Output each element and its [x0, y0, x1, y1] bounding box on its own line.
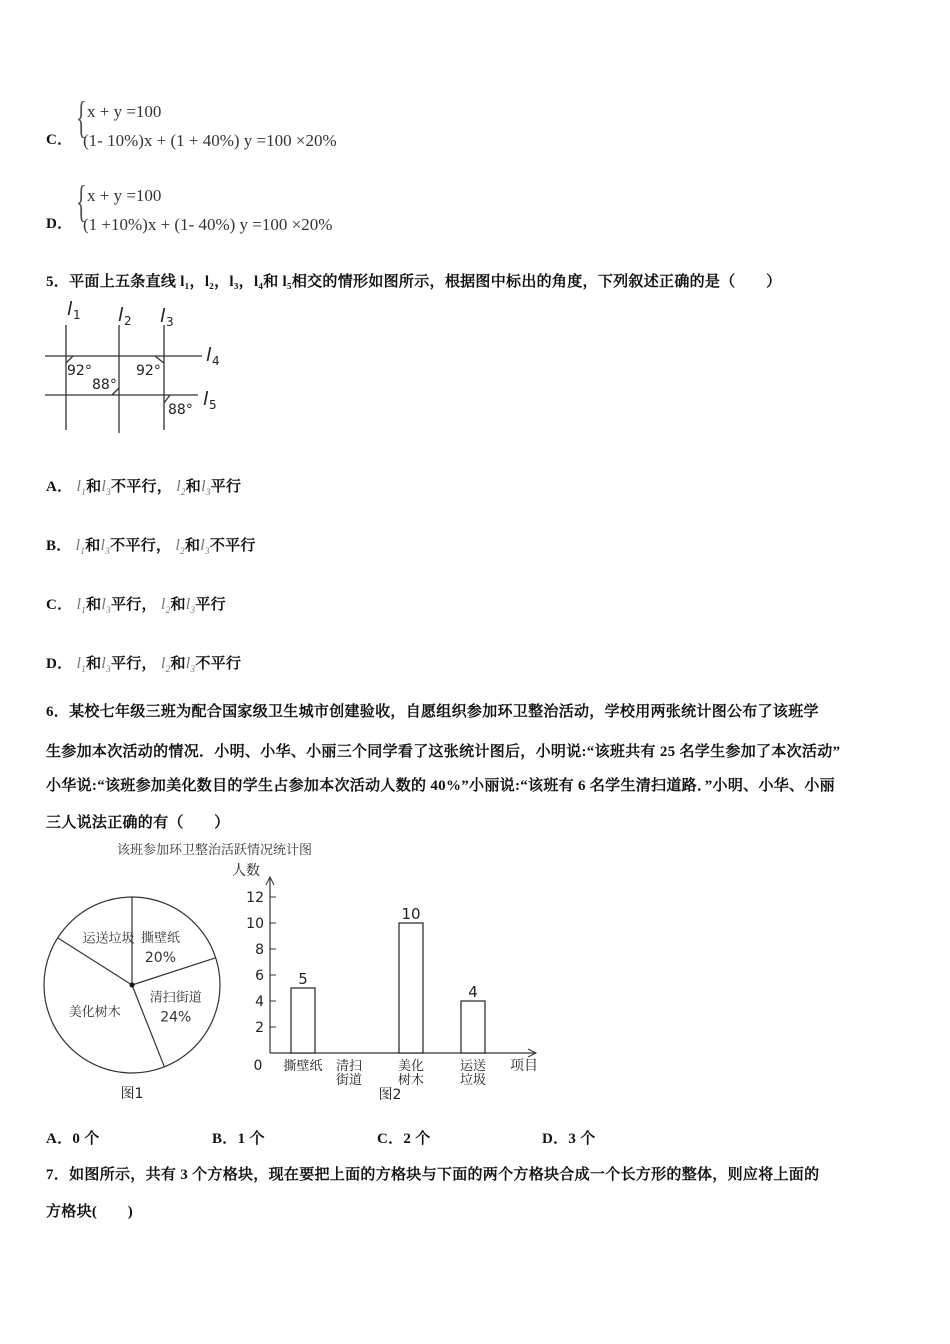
relation: 平行 — [210, 479, 242, 495]
q5-lines-figure — [40, 295, 240, 435]
svg-text:4: 4 — [212, 354, 220, 368]
relation: 平行 — [195, 597, 226, 613]
option-label: D． — [46, 656, 73, 672]
pie-slice-label: 运送垃圾 — [82, 931, 135, 947]
angle-label: 88° — [168, 402, 193, 418]
line-symbol: $l_1$ — [75, 537, 86, 557]
svg-text:2: 2 — [124, 314, 132, 328]
svg-text:l: l — [206, 344, 212, 366]
connector: 和 — [170, 656, 186, 672]
svg-text:5: 5 — [209, 398, 217, 412]
equation-1: x + y =100 — [87, 102, 162, 121]
bar-chart — [230, 860, 550, 1110]
x-tick-label: 运送 — [459, 1059, 487, 1074]
q6-line: 6．某校七年级三班为配合国家级卫生城市创建验收，自愿组织参加环卫整治活动，学校用两张统计图公布了该班学 — [46, 704, 819, 720]
brace: { — [76, 177, 87, 226]
x-tick-label: 树木 — [397, 1073, 425, 1088]
svg-text:l: l — [67, 298, 73, 320]
bar — [461, 1001, 485, 1053]
x-tick-label: 美化 — [397, 1059, 425, 1074]
q6-line: 三人说法正确的有（ ） — [46, 815, 230, 831]
pie-slice-percent: 20% — [144, 949, 177, 966]
q6-option-a[interactable]: A．0 个 — [46, 1131, 100, 1147]
pie-slice-label: 清扫街道 — [149, 990, 202, 1006]
y-tick-label: 6 — [255, 968, 264, 984]
line-symbol: $l_3$ — [185, 596, 196, 616]
option-label: A． — [46, 479, 73, 495]
option-label: C． — [46, 132, 73, 148]
angle-label: 92° — [67, 363, 92, 379]
pie-slice-label: 撕壁纸 — [140, 930, 180, 946]
line-symbol: $l_3$ — [101, 478, 111, 498]
pie-chart — [40, 890, 230, 1105]
line-symbol: $l_3$ — [101, 596, 111, 616]
q6-option-c[interactable]: C．2 个 — [377, 1131, 431, 1147]
y-tick-label: 8 — [255, 942, 264, 958]
connector: 和 — [184, 538, 201, 554]
bar — [291, 988, 315, 1053]
x-tick-label: 清扫 — [335, 1059, 363, 1074]
q5-option-a[interactable] — [46, 475, 241, 497]
line-symbol: $l_3$ — [101, 655, 111, 675]
bar-caption: 图2 — [378, 1087, 402, 1103]
q5-option-d[interactable] — [46, 652, 241, 674]
svg-text:1: 1 — [73, 308, 81, 322]
relation: 不平行 — [209, 538, 256, 554]
bar-data-label: 5 — [298, 970, 308, 988]
pie-slice-percent: 24% — [160, 1009, 192, 1026]
q6-line: 小华说:“该班参加美化数目的学生占参加本次活动人数的 40%”小丽说:“该班有 6 名学生清扫道路．”小明、小华、小丽 — [46, 778, 835, 794]
relation: 不平行， — [110, 479, 173, 495]
pie-slice-label: 美化树木 — [68, 1004, 121, 1020]
connector: 和 — [185, 479, 202, 495]
q5-option-b[interactable] — [46, 534, 256, 556]
pie-caption: 图1 — [120, 1086, 144, 1102]
y-axis-label: 人数 — [232, 863, 260, 879]
connector: 和 — [170, 597, 186, 613]
line-symbol: $l_3$ — [185, 655, 196, 675]
svg-text:l: l — [203, 388, 209, 410]
option-label: C． — [46, 597, 73, 613]
line-symbol: $l_3$ — [100, 537, 111, 557]
line-symbol: $l_2$ — [175, 537, 185, 557]
y-tick-label: 10 — [246, 916, 264, 932]
relation: 平行， — [110, 656, 157, 672]
x-tick-label: 垃圾 — [459, 1073, 487, 1088]
svg-text:3: 3 — [166, 315, 174, 329]
connector: 和 — [86, 597, 102, 613]
svg-text:l: l — [160, 305, 166, 327]
svg-text:l: l — [118, 304, 124, 326]
bar-data-label: 4 — [468, 983, 478, 1001]
y-tick-label: 4 — [255, 994, 264, 1010]
line-symbol: $l_1$ — [76, 478, 87, 498]
line-symbol: $l_2$ — [160, 596, 171, 616]
option-label: D． — [46, 216, 73, 232]
q6-option-b[interactable]: B．1 个 — [212, 1131, 265, 1147]
q5-option-c[interactable] — [46, 593, 226, 615]
pie-center — [130, 983, 135, 988]
y-tick-label: 12 — [246, 890, 264, 906]
y-tick-label: 2 — [255, 1020, 264, 1036]
equation-2: (1- 10%)x + (1 + 40%) y =100 ×20% — [83, 131, 337, 150]
connector: 和 — [86, 656, 102, 672]
q7-line: 7．如图所示，共有 3 个方格块，现在要把上面的方格块与下面的两个方格块合成一个长方形的整体，则应将上面的 — [46, 1167, 820, 1183]
origin-label: 0 — [253, 1058, 263, 1074]
brace: { — [76, 93, 87, 142]
angle-label: 92° — [136, 363, 161, 379]
connector: 和 — [85, 538, 101, 554]
x-axis-label: 项目 — [510, 1058, 538, 1074]
angle-label: 88° — [92, 377, 117, 393]
line-symbol: $l_1$ — [76, 655, 87, 675]
connector: 和 — [86, 479, 102, 495]
equation-1: x + y =100 — [87, 186, 162, 205]
q5-stem: 5．平面上五条直线 l₁，l₂，l₃，l₄和 l₅相交的情形如图所示，根据图中标出的角度，下列叙述正确的是（ ） — [46, 274, 782, 290]
line-symbol: $l_3$ — [201, 478, 211, 498]
line-symbol: $l_1$ — [76, 596, 87, 616]
bar — [399, 923, 423, 1053]
line-symbol: $l_2$ — [176, 478, 186, 498]
relation: 不平行， — [110, 538, 172, 554]
line-symbol: $l_3$ — [200, 537, 210, 557]
option-label: B． — [46, 538, 72, 554]
q6-option-d[interactable]: D．3 个 — [542, 1131, 596, 1147]
q7-line: 方格块( ) — [46, 1204, 134, 1220]
q6-line: 生参加本次活动的情况．小明、小华、小丽三个同学看了这张统计图后，小明说:“该班共有 25 名学生参加了本次活动” — [46, 744, 841, 760]
x-tick-label: 撕壁纸 — [283, 1059, 323, 1074]
equation-2: (1 +10%)x + (1- 40%) y =100 ×20% — [83, 215, 333, 234]
x-tick-label: 街道 — [335, 1073, 363, 1088]
line-symbol: $l_2$ — [160, 655, 171, 675]
bar-data-label: 10 — [401, 905, 421, 923]
relation: 平行， — [110, 597, 157, 613]
chart-title: 该班参加环卫整治活跃情况统计图 — [117, 843, 313, 858]
relation: 不平行 — [195, 656, 242, 672]
